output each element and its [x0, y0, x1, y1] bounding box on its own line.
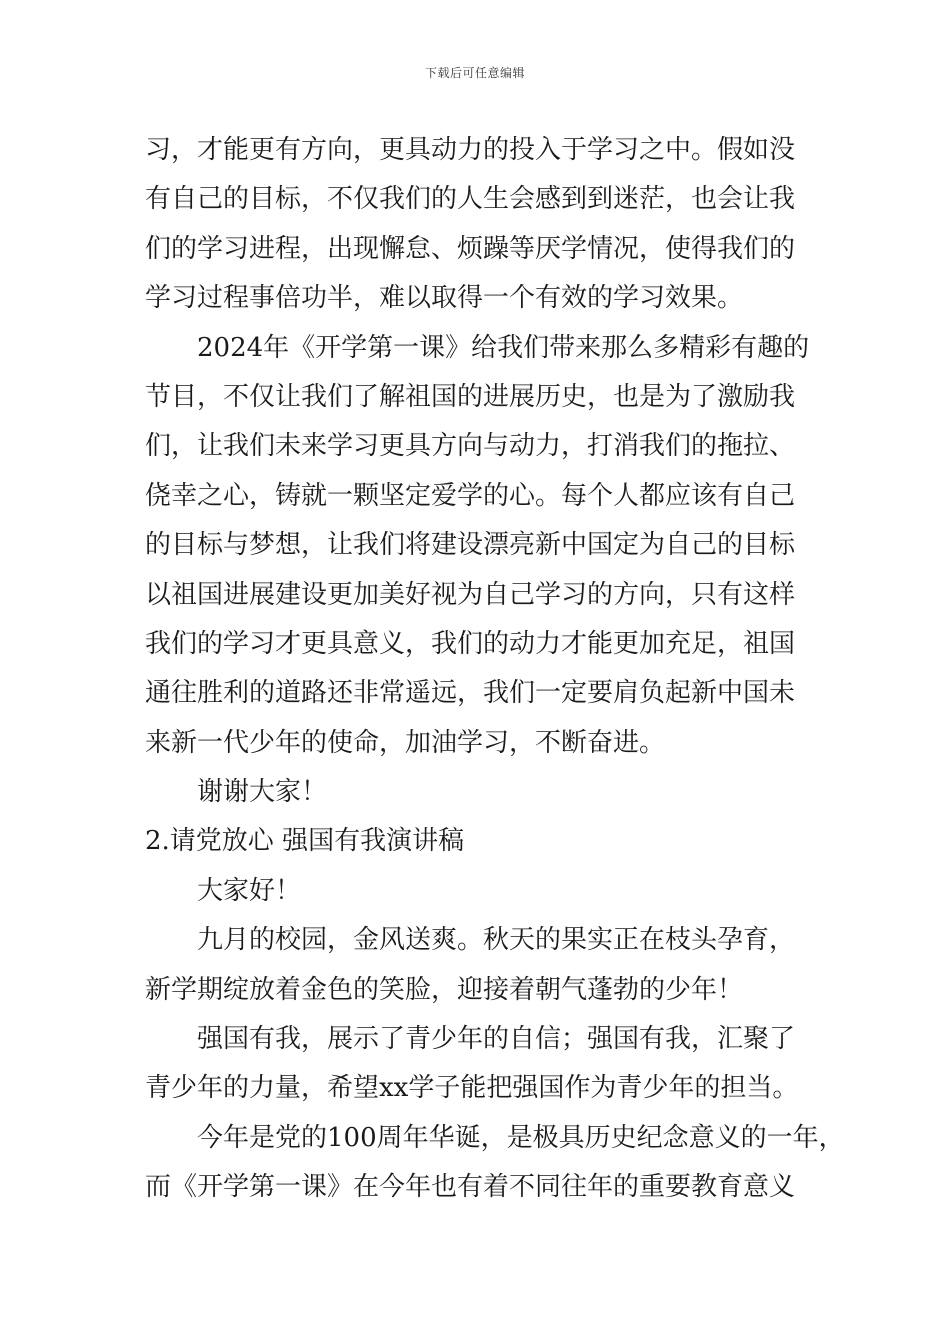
text-line: 们，让我们未来学习更具方向与动力，打消我们的拖拉、 — [145, 431, 796, 462]
text-line: 2.请党放心 强国有我演讲稿 — [145, 826, 465, 857]
text-line: 通往胜利的道路还非常遥远，我们一定要肩负起新中国未 — [145, 678, 796, 709]
text-line: 来新一代少年的使命，加油学习，不断奋进。 — [145, 727, 666, 758]
document-body — [145, 126, 845, 1213]
text-line: 而《开学第一课》在今年也有着不同往年的重要教育意义 — [145, 1172, 796, 1203]
text-line: 们的学习进程，出现懈怠、烦躁等厌学情况，使得我们的 — [145, 233, 796, 264]
text-line: 2024年《开学第一课》给我们带来那么多精彩有趣的 — [197, 332, 810, 363]
text-line: 节目，不仅让我们了解祖国的进展历史，也是为了激励我 — [145, 381, 796, 412]
text-line: 谢谢大家！ — [197, 777, 328, 808]
text-line: 侥幸之心，铸就一颗坚定爱学的心。每个人都应该有自己 — [145, 480, 796, 511]
text-line: 新学期绽放着金色的笑脸，迎接着朝气蓬勃的少年！ — [145, 974, 744, 1005]
text-line: 有自己的目标，不仅我们的人生会感到到迷茫，也会让我 — [145, 184, 796, 215]
text-line: 习，才能更有方向，更具动力的投入于学习之中。假如没 — [145, 135, 796, 165]
page-header: 下载后可任意编辑 — [424, 66, 525, 80]
text-line: 我们的学习才更具意义，我们的动力才能更加充足，祖国 — [145, 628, 796, 659]
text-line: 九月的校园，金风送爽。秋天的果实正在枝头孕育， — [197, 925, 796, 956]
text-line: 以祖国进展建设更加美好视为自己学习的方向，只有这样 — [145, 579, 796, 610]
text-line: 今年是党的100周年华诞，是极具历史纪念意义的一年， — [197, 1122, 845, 1153]
text-line: 强国有我，展示了青少年的自信；强国有我，汇聚了 — [197, 1024, 796, 1055]
text-line: 的目标与梦想，让我们将建设漂亮新中国定为自己的目标 — [145, 530, 796, 561]
text-line: 青少年的力量，希望xx学子能把强国作为青少年的担当。 — [145, 1073, 799, 1104]
text-line: 学习过程事倍功半，难以取得一个有效的学习效果。 — [145, 283, 744, 314]
text-line: 大家好！ — [197, 875, 302, 906]
